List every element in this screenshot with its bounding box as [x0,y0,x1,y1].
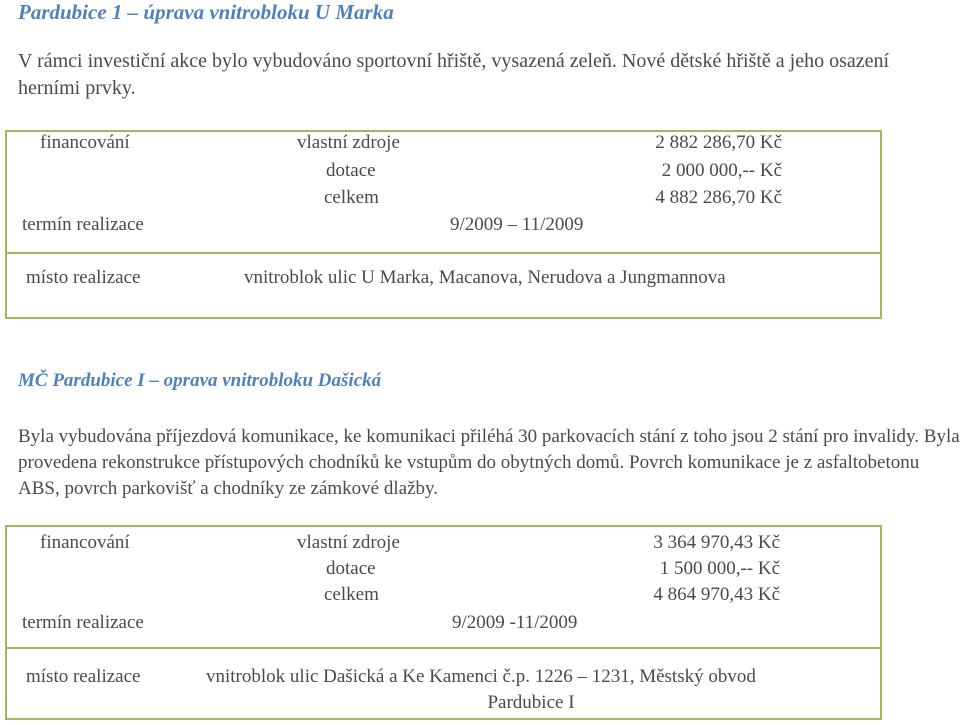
table-divider [7,647,880,649]
own-sources-label: vlastní zdroje [297,132,400,153]
subsidy-value: 2 000 000,-- Kč [661,160,782,181]
place-label: místo realizace [26,666,141,687]
term-value: 9/2009 -11/2009 [452,612,578,633]
financing-label: financování [40,132,130,153]
place-value-line2: Pardubice I [487,692,575,713]
subsidy-label: dotace [326,558,376,579]
own-sources-value: 3 364 970,43 Kč [653,532,780,553]
subsidy-value: 1 500 000,-- Kč [659,558,780,579]
total-value: 4 864 970,43 Kč [653,584,780,605]
term-label: termín realizace [22,214,144,235]
total-value: 4 882 286,70 Kč [655,187,782,208]
own-sources-label: vlastní zdroje [297,532,400,553]
section1-title: Pardubice 1 – úprava vnitrobloku U Marka [18,0,394,24]
financing-label: financování [40,532,130,553]
term-label: termín realizace [22,612,144,633]
own-sources-value: 2 882 286,70 Kč [655,132,782,153]
place-value: vnitroblok ulic U Marka, Macanova, Nerudova a Jungmannova [244,267,726,288]
total-label: celkem [324,584,379,605]
section1-description: V rámci investiční akce bylo vybudováno sportovní hřiště, vysazená zeleň. Nové dětské hřiště a jeho osazení herními prvky. [18,50,890,99]
section2-title: MČ Pardubice I – oprava vnitrobloku Dašická [18,370,382,391]
total-label: celkem [324,187,379,208]
section2-description: Byla vybudována příjezdová komunikace, ke komunikaci přiléhá 30 parkovacích stání z toho jsou 2 stání pro invalidy. Byla provedena rekonstrukce přístupových chodníků ke vstupům do obytných domů. Povrch komunikace je z asfaltobetonu ABS, povrch parkovišť a chodníky ze zámkové dlažby. [18,426,960,499]
subsidy-label: dotace [326,160,376,181]
term-value: 9/2009 – 11/2009 [450,214,584,235]
table-divider [7,252,880,254]
place-label: místo realizace [26,267,141,288]
place-value-line1: vnitroblok ulic Dašická a Ke Kamenci č.p. 1226 – 1231, Městský obvod [206,666,756,687]
